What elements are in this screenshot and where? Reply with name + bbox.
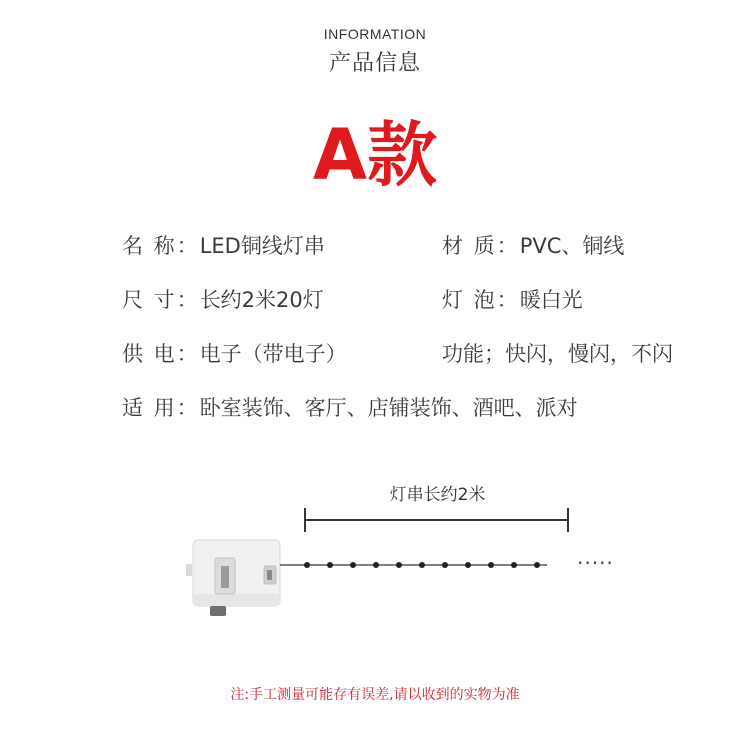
spec-power-value: 电子（带电子）: [199, 342, 347, 366]
disclaimer-note: 注:手工测量可能存有误差,请以收到的实物为准: [230, 687, 520, 703]
spec-bulb-value: 暖白光: [519, 288, 583, 312]
spec-function-label: 功能；: [442, 342, 505, 366]
section-eyebrow: INFORMATION: [323, 26, 427, 42]
spec-power-label: 供 电：: [122, 342, 200, 366]
spec-function: [442, 340, 673, 368]
spec-name-label: 名 称：: [122, 234, 200, 258]
spec-name-value: LED铜线灯串: [199, 234, 325, 258]
led-bead: [511, 562, 517, 568]
led-bead: [396, 562, 402, 568]
led-bead: [419, 562, 425, 568]
string-light-diagram: [0, 490, 750, 640]
led-bead: [442, 562, 448, 568]
spec-material-label: 材 质：: [442, 234, 520, 258]
spec-size: [122, 286, 324, 314]
spec-usage-value: 卧室装饰、客厅、店铺装饰、酒吧、派对: [199, 396, 578, 420]
spec-material-value: PVC、铜线: [519, 234, 625, 258]
spec-bulb: [442, 286, 583, 314]
continuation-ellipsis: ·····: [577, 551, 614, 575]
length-dimension-bracket: [305, 508, 568, 532]
spec-size-value: 长约2米20灯: [199, 288, 324, 312]
section-title: 产品信息: [328, 51, 421, 76]
spec-size-label: 尺 寸：: [122, 288, 200, 312]
led-bead: [465, 562, 471, 568]
led-bead: [373, 562, 379, 568]
led-bead: [534, 562, 540, 568]
spec-material: [442, 232, 624, 260]
led-bead: [327, 562, 333, 568]
spec-usage-label: 适 用：: [122, 396, 200, 420]
led-bead: [488, 562, 494, 568]
battery-box: [186, 540, 280, 616]
spec-power: [122, 340, 347, 368]
length-label: 灯串长约2米: [389, 485, 486, 505]
led-bead: [350, 562, 356, 568]
variant-label: A款: [312, 114, 438, 196]
spec-usage: [122, 394, 578, 422]
led-bead: [304, 562, 310, 568]
spec-bulb-label: 灯 泡：: [442, 288, 520, 312]
spec-name: [122, 232, 325, 260]
spec-function-value: 快闪，慢闪，不闪: [505, 342, 673, 366]
